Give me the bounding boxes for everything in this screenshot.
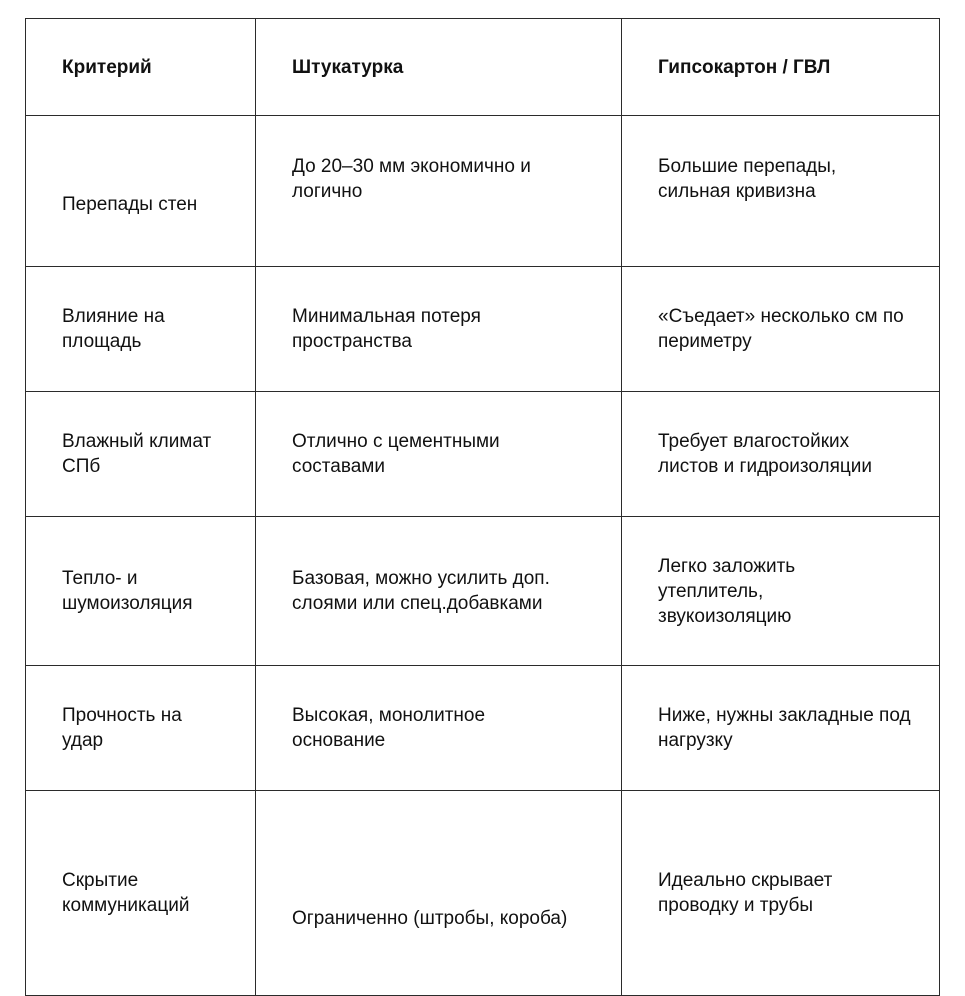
cell-drywall: Требует влагостойких листов и гидроизоляции [622,392,940,517]
header-drywall: Гипсокартон / ГВЛ [622,19,940,116]
cell-drywall: Ниже, нужны закладные под нагрузку [622,666,940,791]
cell-criterion: Влияние на площадь [26,267,256,392]
cell-criterion: Тепло- и шумоизоляция [26,517,256,666]
cell-drywall: Идеально скрывает проводку и трубы [622,791,940,996]
table-row [26,666,940,791]
cell-criterion: Прочность на удар [26,666,256,791]
cell-criterion: Скрытие коммуникаций [26,791,256,996]
cell-plaster: Ограниченно (штробы, короба) [256,791,622,996]
cell-drywall: Легко заложить утеплитель, звукоизоляцию [622,517,940,666]
header-criterion: Критерий [26,19,256,116]
cell-drywall: «Съедает» несколько см по периметру [622,267,940,392]
table-row [26,116,940,267]
cell-plaster: Базовая, можно усилить доп. слоями или спец.добавками [256,517,622,666]
table-header-row [26,19,940,116]
cell-drywall: Большие перепады, сильная кривизна [622,116,940,267]
header-plaster: Штукатурка [256,19,622,116]
table-row [26,517,940,666]
table-row [26,791,940,996]
cell-criterion: Перепады стен [26,116,256,267]
comparison-table [25,18,940,996]
cell-plaster: До 20–30 мм экономично и логично [256,116,622,267]
cell-criterion: Влажный климат СПб [26,392,256,517]
cell-plaster: Высокая, монолитное основание [256,666,622,791]
table-row [26,392,940,517]
cell-plaster: Минимальная потеря пространства [256,267,622,392]
table-row [26,267,940,392]
cell-plaster: Отлично с цементными составами [256,392,622,517]
